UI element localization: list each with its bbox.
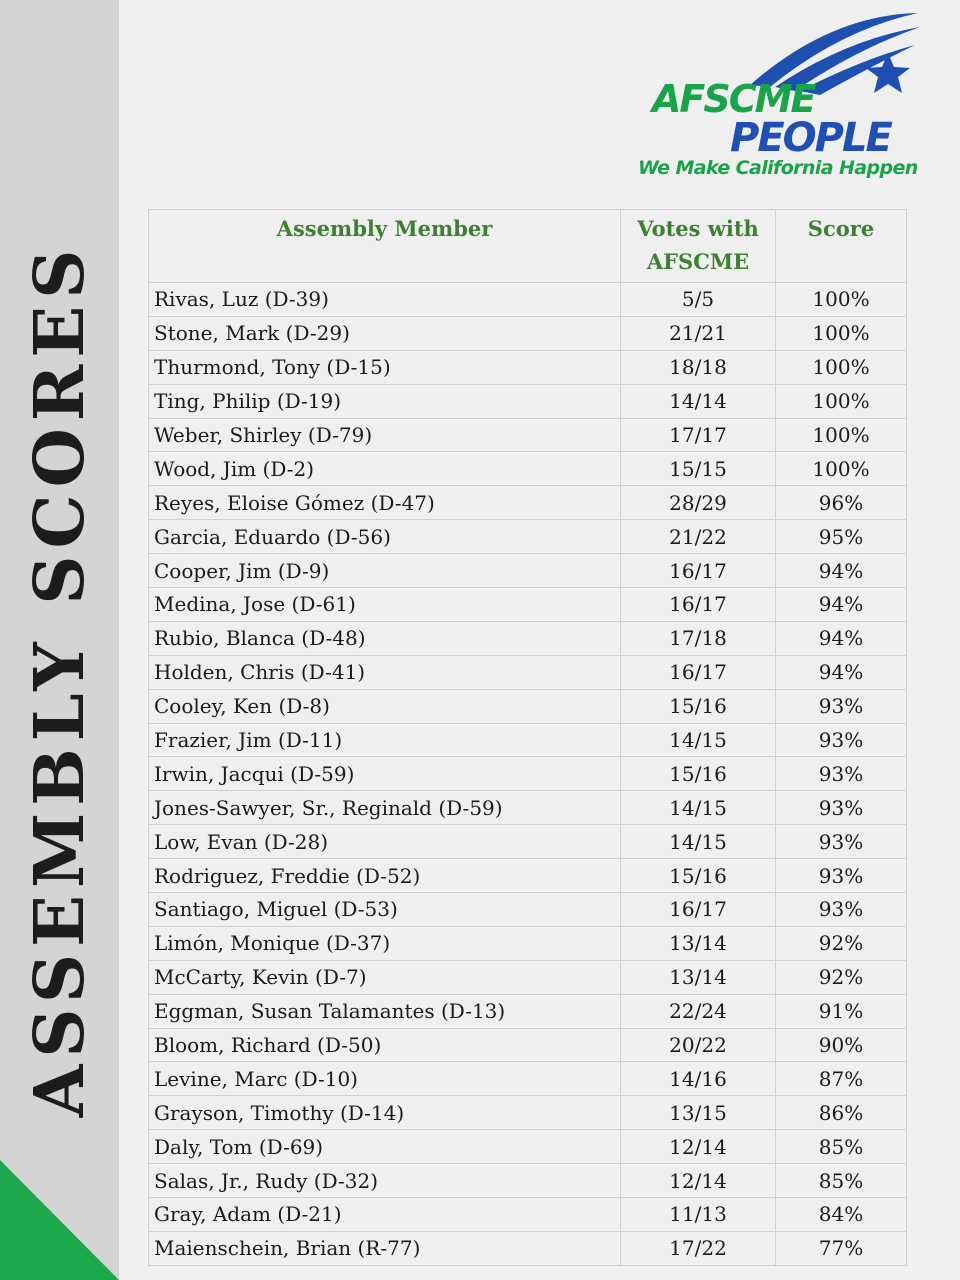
table-row	[149, 723, 907, 757]
score-cell: 94%	[776, 655, 907, 689]
member-name-cell: Holden, Chris (D-41)	[149, 655, 621, 689]
votes-cell: 14/15	[621, 791, 776, 825]
member-name-cell: Reyes, Eloise Gómez (D-47)	[149, 486, 621, 520]
votes-cell: 22/24	[621, 994, 776, 1028]
votes-cell: 16/17	[621, 655, 776, 689]
votes-cell: 14/14	[621, 384, 776, 418]
score-cell: 95%	[776, 520, 907, 554]
member-name-cell: Gray, Adam (D-21)	[149, 1198, 621, 1232]
score-cell: 93%	[776, 689, 907, 723]
table-row	[149, 1062, 907, 1096]
table-row	[149, 1164, 907, 1198]
member-name-cell: Wood, Jim (D-2)	[149, 452, 621, 486]
header-score: Score	[776, 210, 907, 283]
member-name-cell: McCarty, Kevin (D-7)	[149, 960, 621, 994]
member-name-cell: Bloom, Richard (D-50)	[149, 1028, 621, 1062]
table-row	[149, 960, 907, 994]
score-cell: 100%	[776, 384, 907, 418]
member-name-cell: Levine, Marc (D-10)	[149, 1062, 621, 1096]
votes-cell: 15/15	[621, 452, 776, 486]
score-cell: 93%	[776, 757, 907, 791]
member-name-cell: Thurmond, Tony (D-15)	[149, 350, 621, 384]
score-cell: 94%	[776, 554, 907, 588]
votes-cell: 17/17	[621, 418, 776, 452]
score-cell: 100%	[776, 452, 907, 486]
votes-cell: 21/21	[621, 316, 776, 350]
member-name-cell: Salas, Jr., Rudy (D-32)	[149, 1164, 621, 1198]
member-name-cell: Grayson, Timothy (D-14)	[149, 1096, 621, 1130]
score-cell: 100%	[776, 283, 907, 317]
table-row	[149, 757, 907, 791]
member-name-cell: Rodriguez, Freddie (D-52)	[149, 859, 621, 893]
score-cell: 94%	[776, 621, 907, 655]
score-cell: 85%	[776, 1130, 907, 1164]
votes-cell: 11/13	[621, 1198, 776, 1232]
table-row	[149, 689, 907, 723]
score-cell: 100%	[776, 418, 907, 452]
table-row	[149, 554, 907, 588]
member-name-cell: Weber, Shirley (D-79)	[149, 418, 621, 452]
votes-cell: 20/22	[621, 1028, 776, 1062]
score-cell: 87%	[776, 1062, 907, 1096]
member-name-cell: Santiago, Miguel (D-53)	[149, 893, 621, 927]
member-name-cell: Low, Evan (D-28)	[149, 825, 621, 859]
table-row	[149, 1096, 907, 1130]
logo-tagline: We Make California Happen	[638, 157, 918, 179]
member-name-cell: Cooper, Jim (D-9)	[149, 554, 621, 588]
afscme-people-logo	[630, 5, 958, 190]
votes-cell: 17/18	[621, 621, 776, 655]
table-row	[149, 520, 907, 554]
member-name-cell: Medina, Jose (D-61)	[149, 588, 621, 622]
table-header-row	[149, 210, 907, 283]
votes-cell: 15/16	[621, 757, 776, 791]
table-row	[149, 825, 907, 859]
member-name-cell: Irwin, Jacqui (D-59)	[149, 757, 621, 791]
score-cell: 91%	[776, 994, 907, 1028]
member-name-cell: Maienschein, Brian (R-77)	[149, 1231, 621, 1265]
score-cell: 93%	[776, 723, 907, 757]
table-row	[149, 316, 907, 350]
table-row	[149, 859, 907, 893]
header-assembly-member: Assembly Member	[149, 210, 621, 283]
score-cell: 92%	[776, 926, 907, 960]
table-row	[149, 283, 907, 317]
table-row	[149, 1028, 907, 1062]
table-row	[149, 893, 907, 927]
votes-cell: 15/16	[621, 859, 776, 893]
table-row	[149, 621, 907, 655]
member-name-cell: Garcia, Eduardo (D-56)	[149, 520, 621, 554]
corner-triangle-decoration	[0, 1160, 119, 1280]
member-name-cell: Jones-Sawyer, Sr., Reginald (D-59)	[149, 791, 621, 825]
table-row	[149, 486, 907, 520]
score-cell: 100%	[776, 316, 907, 350]
table-row	[149, 452, 907, 486]
votes-cell: 16/17	[621, 893, 776, 927]
votes-cell: 15/16	[621, 689, 776, 723]
votes-cell: 5/5	[621, 283, 776, 317]
votes-cell: 14/16	[621, 1062, 776, 1096]
table-row	[149, 384, 907, 418]
table-row	[149, 655, 907, 689]
votes-cell: 18/18	[621, 350, 776, 384]
votes-cell: 14/15	[621, 825, 776, 859]
member-name-cell: Frazier, Jim (D-11)	[149, 723, 621, 757]
table-row	[149, 1130, 907, 1164]
member-name-cell: Stone, Mark (D-29)	[149, 316, 621, 350]
score-cell: 94%	[776, 588, 907, 622]
votes-cell: 13/15	[621, 1096, 776, 1130]
votes-cell: 16/17	[621, 554, 776, 588]
votes-cell: 17/22	[621, 1231, 776, 1265]
table-row	[149, 791, 907, 825]
header-votes-with-afscme: Votes with AFSCME	[621, 210, 776, 283]
table-row	[149, 994, 907, 1028]
table-row	[149, 1231, 907, 1265]
score-cell: 77%	[776, 1231, 907, 1265]
member-name-cell: Eggman, Susan Talamantes (D-13)	[149, 994, 621, 1028]
votes-cell: 12/14	[621, 1130, 776, 1164]
score-cell: 93%	[776, 825, 907, 859]
table-row	[149, 926, 907, 960]
table-row	[149, 418, 907, 452]
score-cell: 90%	[776, 1028, 907, 1062]
score-cell: 93%	[776, 893, 907, 927]
logo-people-text: PEOPLE	[730, 115, 891, 161]
member-name-cell: Limón, Monique (D-37)	[149, 926, 621, 960]
member-name-cell: Ting, Philip (D-19)	[149, 384, 621, 418]
sidebar	[0, 0, 119, 1280]
score-cell: 93%	[776, 859, 907, 893]
scores-table	[148, 209, 907, 1266]
logo-afscme-text: AFSCME	[652, 77, 815, 121]
votes-cell: 28/29	[621, 486, 776, 520]
member-name-cell: Cooley, Ken (D-8)	[149, 689, 621, 723]
member-name-cell: Daly, Tom (D-69)	[149, 1130, 621, 1164]
votes-cell: 16/17	[621, 588, 776, 622]
votes-cell: 13/14	[621, 960, 776, 994]
table-row	[149, 1198, 907, 1232]
votes-cell: 13/14	[621, 926, 776, 960]
table-row	[149, 350, 907, 384]
score-cell: 86%	[776, 1096, 907, 1130]
score-cell: 100%	[776, 350, 907, 384]
votes-cell: 14/15	[621, 723, 776, 757]
member-name-cell: Rivas, Luz (D-39)	[149, 283, 621, 317]
votes-cell: 21/22	[621, 520, 776, 554]
member-name-cell: Rubio, Blanca (D-48)	[149, 621, 621, 655]
score-cell: 93%	[776, 791, 907, 825]
score-cell: 85%	[776, 1164, 907, 1198]
page-title: ASSEMBLY SCORES	[20, 242, 100, 1118]
score-cell: 92%	[776, 960, 907, 994]
score-cell: 96%	[776, 486, 907, 520]
table-row	[149, 588, 907, 622]
score-cell: 84%	[776, 1198, 907, 1232]
votes-cell: 12/14	[621, 1164, 776, 1198]
